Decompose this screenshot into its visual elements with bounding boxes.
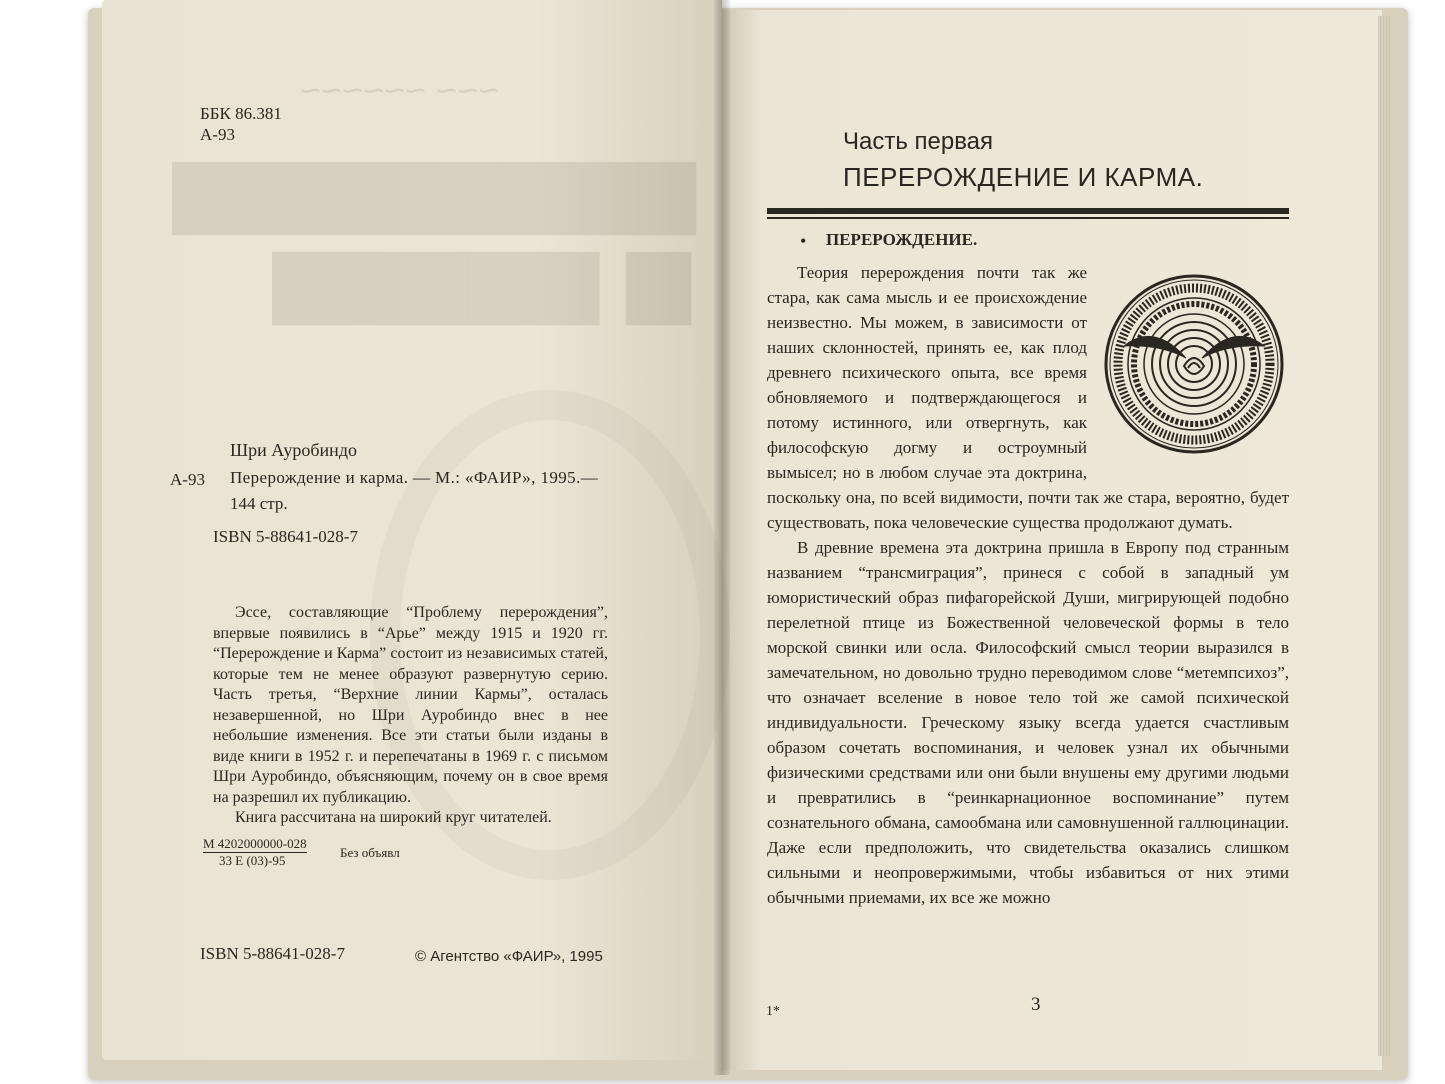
author-name: Шри Ауробиндо	[230, 440, 357, 460]
part-label: Часть первая	[843, 128, 994, 155]
publication-code-numerator: М 4202000000-028	[203, 836, 307, 851]
part-title: ПЕРЕРОЖДЕНИЕ И КАРМА.	[843, 162, 1204, 192]
isbn-middle: ISBN 5-88641-028-7	[213, 527, 358, 546]
no-ads-note: Без объявл	[340, 845, 400, 860]
signature-mark: 1*	[766, 1004, 780, 1019]
annotation-paragraph-2: Книга рассчитана на широкий круг читателей.	[235, 809, 552, 826]
section-bullet: •	[800, 231, 807, 251]
annotation-paragraph-1: Эссе, составляющие “Проблему перерождения”, впервые появились в “Арье” между 1915 и 1920 гг. “Перерождение и Карма” состоит из независимых статей, которые тем не менее образуют развернутую серию. Часть третья, “Верхние линии Кармы”, осталась незавершенной, но Шри Ауробиндо внес в нее небольшие изменения. Все эти статьи были изданы в виде книги в 1952 г. и перепечатаны в 1969 г. с письмом Шри Ауробиндо, объясняющим, почему он в свое время на разрешил их публикацию.	[213, 604, 608, 806]
book-gutter	[714, 0, 730, 1075]
publication-code	[203, 836, 307, 869]
publication-code-denominator: 33 Е (03)-95	[219, 853, 286, 868]
bbk-code: ББК 86.381	[200, 104, 282, 123]
bleed-through-author: ~~~ ~~~~~~	[300, 70, 500, 111]
title-rule-thick	[767, 208, 1289, 214]
index-code-side: А-93	[170, 470, 205, 489]
paragraph-1: Теория перерождения почти так же стара, как сама мысль и ее происхождение неизвестно. Мы можем, в зависимости от наших склонностей, принять ее, как плод древнего психического опыта, все время обновляемого и подтверждающегося и потому истинного, или отвергнуть, как философскую догму и остроумный вымысел; но в любом случае эта доктрина, поскольку она, по всей видимости, почти так же стара, вероятно, будет существовать, пока человеческие существа продолжают думать.	[767, 263, 1289, 532]
page-number: 3	[1031, 994, 1041, 1015]
bleed-through-title-1: ▆▆▆▆▆▆▆▆	[170, 142, 695, 231]
copyright: © Агентство «ФАИР», 1995	[415, 948, 603, 965]
index-code-top: А-93	[200, 125, 235, 144]
annotation	[213, 603, 608, 829]
section-title: ПЕРЕРОЖДЕНИЕ.	[826, 230, 978, 249]
paragraph-2: В древние времена эта доктрина пришла в Европу под странным названием “трансмиграция”, принеся с собой в западный ум юмористический образ пифагорейской Души, мигрирующей подобно перелетной птице из Божественной человеческой формы в тело морской свинки или осла. Философский смысл теории выразился в замечательном, но довольно трудно переводимом слове “метемпсихоз”, что означает вселение в новое тело той же самой психической индивидуальности. Греческому языку всегда удается счастливым образом сочетать воспоминания, и человек узнал их обычными физическими средствами или они были внушены ему другими людьми и превратились в “реинкарнационное воспоминание” путем сознательного обмана, самообмана или самовнушенной галлюцинации. Даже если предположить, что свидетельства оказались слишком сильными и неопровержимыми, чтобы избавиться от них этими обычными приемами, их все же можно	[767, 538, 1289, 907]
emblem-icon	[1099, 264, 1289, 482]
page-edges	[1378, 16, 1392, 1056]
main-text	[767, 260, 1289, 910]
title-rule-thin	[767, 217, 1289, 219]
bibliographic-line-2: 144 стр.	[230, 494, 288, 513]
isbn-bottom: ISBN 5-88641-028-7	[200, 944, 345, 963]
bibliographic-line-1: Перерождение и карма. — М.: «ФАИР», 1995.—	[230, 468, 599, 487]
bleed-through-title-2: ▆ ▆▆▆▆▆	[270, 232, 690, 321]
